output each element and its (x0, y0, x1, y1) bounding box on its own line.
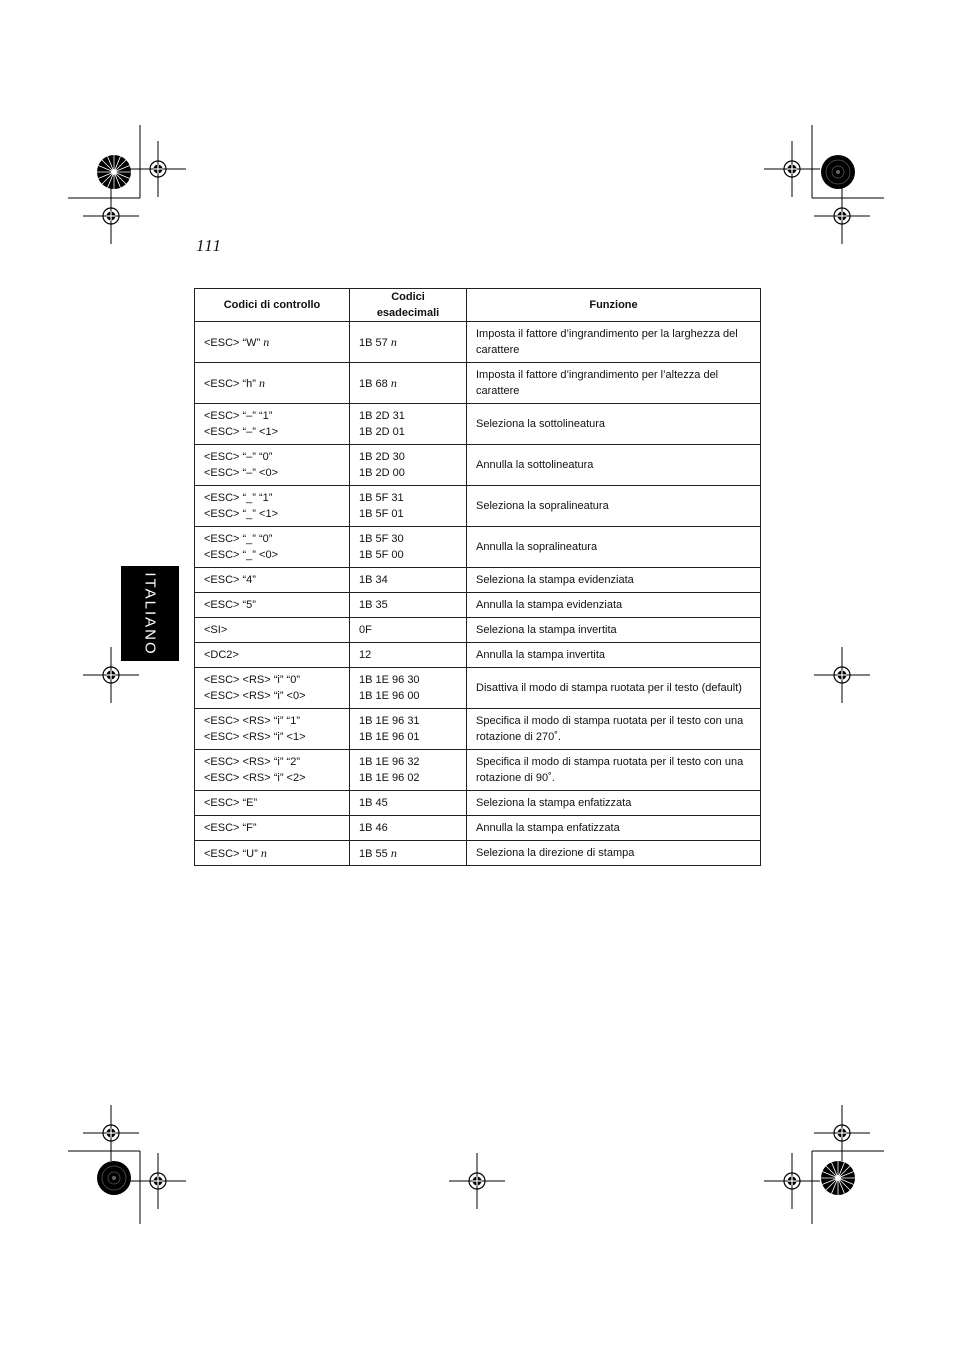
function-cell (467, 404, 761, 445)
hex-code-cell-line: 1B 1E 96 30 (359, 674, 420, 686)
function-cell (467, 618, 761, 643)
control-code-cell-line: <ESC> “_” “1” (204, 492, 273, 504)
function-cell (467, 527, 761, 568)
control-code-cell-line: <ESC> <RS> “i” <0> (204, 690, 306, 702)
function-cell-line: Imposta il fattore d’ingrandimento per l’altezza del (476, 369, 719, 381)
function-cell-line: Seleziona la stampa enfatizzata (476, 797, 632, 809)
control-code-cell-line: <ESC> “U” n (204, 845, 267, 860)
table-row (195, 841, 761, 866)
control-code-cell-line: <ESC> <RS> “i” “1” (204, 715, 300, 727)
hex-code-cell-line: 1B 57 n (359, 334, 397, 349)
function-cell (467, 593, 761, 618)
function-cell-line: Annulla la stampa enfatizzata (476, 822, 620, 834)
parameter-n: n (390, 375, 397, 390)
function-cell-line: Seleziona la stampa invertita (476, 624, 617, 636)
function-cell-line: Seleziona la stampa evidenziata (476, 574, 634, 586)
control-code-cell (195, 618, 350, 643)
hex-code-cell (350, 322, 467, 363)
hex-code-cell (350, 486, 467, 527)
control-code-cell-line: <ESC> “_” <1> (204, 508, 278, 520)
parameter-n: n (263, 334, 270, 349)
hex-code-cell (350, 593, 467, 618)
function-cell-line: carattere (476, 344, 520, 356)
column-header-control-codes: Codici di controllo (195, 289, 350, 322)
control-code-cell (195, 445, 350, 486)
hex-code-cell (350, 709, 467, 750)
hex-code-cell-line: 1B 45 (359, 797, 388, 809)
function-cell-line: rotazione di 90˚. (476, 772, 555, 784)
hex-code-cell-line: 1B 55 n (359, 845, 397, 860)
function-cell (467, 445, 761, 486)
function-cell (467, 709, 761, 750)
function-cell (467, 322, 761, 363)
hex-code-cell (350, 445, 467, 486)
hex-code-cell-line: 1B 5F 31 (359, 492, 404, 504)
hex-code-cell-line: 1B 2D 01 (359, 426, 405, 438)
function-cell-line: carattere (476, 385, 520, 397)
hex-code-cell-line: 1B 2D 30 (359, 451, 405, 463)
function-cell (467, 750, 761, 791)
control-code-cell-line: <SI> (204, 624, 228, 636)
function-cell (467, 816, 761, 841)
parameter-n: n (390, 334, 397, 349)
function-cell-line: Imposta il fattore d’ingrandimento per la larghezza del (476, 328, 738, 340)
control-code-cell-line: <ESC> “W” n (204, 334, 270, 349)
hex-code-cell-line: 1B 1E 96 31 (359, 715, 420, 727)
language-side-tab (121, 566, 179, 661)
function-cell-line: Seleziona la sopralineatura (476, 500, 609, 512)
control-code-cell (195, 404, 350, 445)
hex-code-cell-line: 1B 35 (359, 599, 388, 611)
hex-code-cell-line: 1B 1E 96 32 (359, 756, 420, 768)
hex-code-cell (350, 618, 467, 643)
function-cell (467, 643, 761, 668)
page-number: 111 (196, 236, 222, 255)
hex-code-cell (350, 643, 467, 668)
table-row (195, 791, 761, 816)
hex-code-cell (350, 363, 467, 404)
hex-code-cell-line: 1B 1E 96 01 (359, 731, 420, 743)
function-cell (467, 668, 761, 709)
control-code-cell-line: <ESC> <RS> “i” “0” (204, 674, 300, 686)
control-code-cell (195, 709, 350, 750)
hex-code-cell (350, 750, 467, 791)
control-codes-table (194, 288, 761, 866)
control-code-cell-line: <ESC> “–” <0> (204, 467, 278, 479)
function-cell (467, 486, 761, 527)
parameter-n: n (390, 845, 397, 860)
control-code-cell (195, 486, 350, 527)
parameter-n: n (260, 845, 267, 860)
table-row (195, 593, 761, 618)
table-row (195, 322, 761, 363)
table-row (195, 816, 761, 841)
function-cell (467, 363, 761, 404)
function-cell-line: Specifica il modo di stampa ruotata per il testo con una (476, 715, 744, 727)
function-cell-line: Annulla la stampa invertita (476, 649, 606, 661)
control-code-cell-line: <ESC> “–” “0” (204, 451, 273, 463)
control-code-cell-line: <ESC> “h” n (204, 375, 266, 390)
hex-code-cell-line: 1B 5F 00 (359, 549, 404, 561)
control-code-cell (195, 568, 350, 593)
control-code-cell-line: <ESC> <RS> “i” <2> (204, 772, 306, 784)
hex-code-cell-line: 1B 2D 31 (359, 410, 405, 422)
function-cell (467, 841, 761, 866)
column-header-hex-codes: Codici esadecimali (350, 289, 467, 322)
table-row (195, 568, 761, 593)
control-code-cell-line: <ESC> “_” <0> (204, 549, 278, 561)
control-code-cell-line: <ESC> <RS> “i” <1> (204, 731, 306, 743)
control-code-cell-line: <ESC> “4” (204, 574, 256, 586)
function-cell-line: Annulla la stampa evidenziata (476, 599, 623, 611)
hex-code-cell-line: 1B 2D 00 (359, 467, 405, 479)
control-code-cell (195, 791, 350, 816)
hex-code-cell-line: 1B 1E 96 02 (359, 772, 420, 784)
control-code-cell (195, 527, 350, 568)
control-code-cell (195, 668, 350, 709)
control-code-cell-line: <ESC> “F” (204, 822, 257, 834)
hex-code-cell-line: 1B 46 (359, 822, 388, 834)
control-code-cell-line: <ESC> “_” “0” (204, 533, 273, 545)
hex-code-cell-line: 1B 5F 01 (359, 508, 404, 520)
table-row (195, 445, 761, 486)
hex-code-cell (350, 816, 467, 841)
table-row (195, 750, 761, 791)
table-row (195, 668, 761, 709)
hex-code-cell-line: 1B 5F 30 (359, 533, 404, 545)
hex-code-cell-line: 0F (359, 624, 372, 636)
function-cell-line: Seleziona la direzione di stampa (476, 847, 635, 859)
hex-code-cell-line: 1B 34 (359, 574, 388, 586)
control-code-cell-line: <DC2> (204, 649, 239, 661)
function-cell-line: Seleziona la sottolineatura (476, 418, 606, 430)
hex-code-cell (350, 568, 467, 593)
parameter-n: n (259, 375, 266, 390)
function-cell (467, 791, 761, 816)
control-code-cell (195, 750, 350, 791)
table-row (195, 404, 761, 445)
hex-code-cell (350, 841, 467, 866)
hex-code-cell (350, 668, 467, 709)
hex-code-cell-line: 1B 68 n (359, 375, 397, 390)
function-cell-line: Disattiva il modo di stampa ruotata per il testo (default) (476, 682, 742, 694)
function-cell-line: Specifica il modo di stampa ruotata per il testo con una (476, 756, 744, 768)
control-code-cell (195, 841, 350, 866)
control-code-cell-line: <ESC> <RS> “i” “2” (204, 756, 300, 768)
hex-code-cell (350, 791, 467, 816)
hex-code-cell-line: 12 (359, 649, 372, 661)
table-row (195, 709, 761, 750)
control-code-cell (195, 816, 350, 841)
control-code-cell-line: <ESC> “E” (204, 797, 258, 809)
hex-code-cell-line: 1B 1E 96 00 (359, 690, 420, 702)
control-code-cell-line: <ESC> “5” (204, 599, 256, 611)
function-cell-line: rotazione di 270˚. (476, 731, 561, 743)
control-code-cell-line: <ESC> “–” “1” (204, 410, 273, 422)
table-row (195, 618, 761, 643)
language-label: ITALIANO (141, 571, 159, 656)
table-row (195, 486, 761, 527)
control-code-cell (195, 363, 350, 404)
function-cell (467, 568, 761, 593)
function-cell-line: Annulla la sopralineatura (476, 541, 598, 553)
column-header-function: Funzione (467, 289, 761, 322)
table-header-row (195, 289, 761, 322)
control-code-cell (195, 593, 350, 618)
table-row (195, 643, 761, 668)
hex-code-cell (350, 527, 467, 568)
control-code-cell-line: <ESC> “–” <1> (204, 426, 278, 438)
function-cell-line: Annulla la sottolineatura (476, 459, 594, 471)
control-code-cell (195, 322, 350, 363)
table-row (195, 527, 761, 568)
table-row (195, 363, 761, 404)
hex-code-cell (350, 404, 467, 445)
control-code-cell (195, 643, 350, 668)
